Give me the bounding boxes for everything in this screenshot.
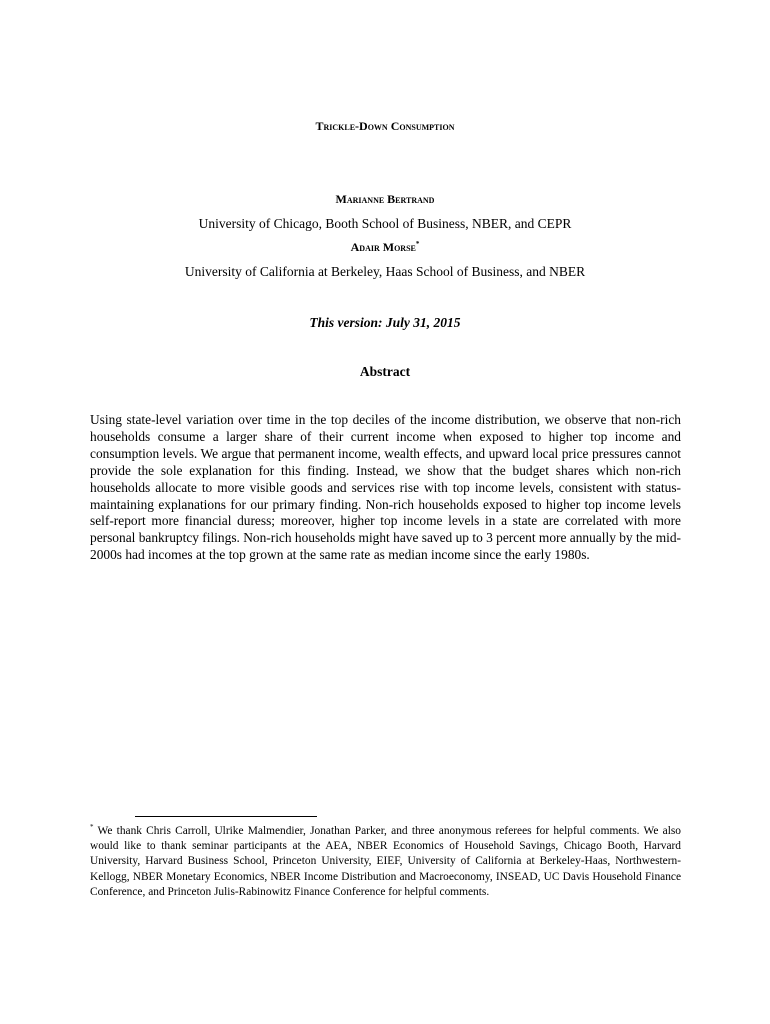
abstract-body: Using state-level variation over time in the top deciles of the income distribution, we observe that non-rich households consume a larger share of their current income when exposed to higher top income and consumption levels. We argue that permanent income, wealth effects, and upward local price pressures cannot provide the sole explanation for this finding. Instead, we show that the budget shares which non-rich households allocate to more visible goods and services rise with top income levels, consistent with status-maintaining explanations for our primary finding. Non-rich households exposed to higher top income levels self-report more financial duress; moreover, higher top income levels in a state are correlated with more personal bankruptcy filings. Non-rich households might have saved up to 3 percent more annually by the mid-2000s had incomes at the top grown at the same rate as median income since the early 1980s.	[90, 412, 681, 563]
author-name-1	[0, 192, 770, 207]
abstract-heading: Abstract	[359, 364, 411, 379]
author-name-2	[0, 240, 770, 255]
footnote-marker: *	[90, 823, 94, 832]
author-affiliation-2: University of California at Berkeley, Haas School of Business, and NBER	[184, 264, 586, 279]
version-date: This version: July 31, 2015	[309, 315, 461, 330]
paper-title: Trickle-Down Consumption	[315, 119, 455, 133]
footnote-text: We thank Chris Carroll, Ulrike Malmendier, Jonathan Parker, and three anonymous referees for helpful comments. We also would like to thank seminar participants at the AEA, NBER Economics of Household Savings, Chicago Booth, Harvard University, Harvard Business School, Princeton University, EIEF, University of California at Berkeley-Haas, Northwestern-Kellogg, NBER Monetary Economics, NBER Income Distribution and Macroeconomy, INSEAD, UC Davis Household Finance Conference, and Princeton Julis-Rabinowitz Finance Conference for helpful comments.	[90, 825, 681, 898]
author-2-footnote-marker: *	[415, 240, 420, 248]
footnote	[90, 824, 681, 900]
author-affiliation-1: University of Chicago, Booth School of Business, NBER, and CEPR	[198, 216, 572, 231]
author-1-name-text: Marianne Bertrand	[335, 192, 435, 206]
footnote-divider	[135, 816, 317, 817]
author-2-name-text: Adair Morse	[350, 240, 416, 254]
